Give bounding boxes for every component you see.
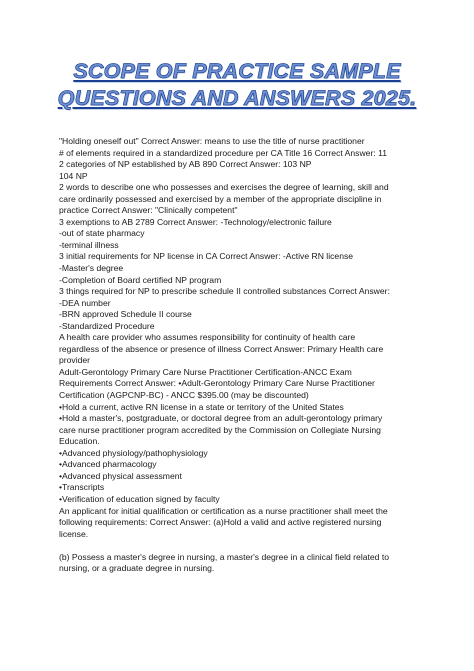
text-line: -Master's degree xyxy=(59,263,124,274)
text-line: •Hold a current, active RN license in a state or territory of the United States xyxy=(59,401,344,412)
text-line: 2 words to describe one who possesses and exercises the degree of learning, skill and xyxy=(59,182,389,193)
text-line: Adult-Gerontology Primary Care Nurse Practitioner Certification-ANCC Exam xyxy=(59,366,352,377)
text-line: care nurse practitioner program accredited by the Commission on Collegiate Nursing xyxy=(59,424,381,435)
text-line: •Advanced physical assessment xyxy=(59,470,182,481)
text-line: "Holding oneself out" Correct Answer: means to use the title of nurse practitioner xyxy=(59,136,365,146)
text-line: •Verification of education signed by faculty xyxy=(59,493,220,504)
text-line: Requirements Correct Answer: •Adult-Gerontology Primary Care Nurse Practitioner xyxy=(59,378,375,389)
document-body xyxy=(59,136,439,575)
text-line: •Transcripts xyxy=(59,482,105,493)
text-line: license. xyxy=(59,528,89,539)
text-line: •Hold a master's, postgraduate, or doctoral degree from an adult-gerontology primary xyxy=(59,413,383,424)
text-line: provider xyxy=(59,355,91,366)
text-line: A health care provider who assumes responsibility for continuity of health care xyxy=(59,332,356,343)
text-line: •Advanced physiology/pathophysiology xyxy=(59,447,208,458)
text-line: 3 exemptions to AB 2789 Correct Answer: -Technology/electronic failure xyxy=(59,216,332,227)
text-line: An applicant for initial qualification or certification as a nurse practitioner shall meet the xyxy=(59,505,388,516)
text-line: care ordinarily possessed and exercised by a member of the appropriate discipline in xyxy=(59,193,382,204)
text-line: 2 categories of NP established by AB 890 Correct Answer: 103 NP xyxy=(59,159,312,170)
text-line: -terminal illness xyxy=(59,239,119,250)
text-line: Certification (AGPCNP-BC) - ANCC $395.00 (may be discounted) xyxy=(59,390,309,401)
text-line: Education. xyxy=(59,436,100,447)
text-line: 3 things required for NP to prescribe schedule II controlled substances Correct Answer: xyxy=(59,286,390,297)
text-line: -DEA number xyxy=(59,297,111,308)
text-line: 3 initial requirements for NP license in CA Correct Answer: -Active RN license xyxy=(59,251,354,262)
paragraph-gap xyxy=(59,540,439,552)
text-line: 104 NP xyxy=(59,170,88,181)
text-line: -BRN approved Schedule II course xyxy=(59,309,192,320)
text-line: •Advanced pharmacology xyxy=(59,459,157,470)
text-line: (b) Possess a master's degree in nursing, a master's degree in a clinical field related to xyxy=(59,551,390,562)
text-line: regardless of the absence or presence of illness Correct Answer: Primary Health care xyxy=(59,343,384,354)
text-line: nursing, or a graduate degree in nursing. xyxy=(59,563,215,574)
text-line: following requirements: Correct Answer: (a)Hold a valid and active registered nursing xyxy=(59,517,382,528)
title-line-1: SCOPE OF PRACTICE SAMPLE xyxy=(73,59,401,83)
title-line-2: QUESTIONS AND ANSWERS 2025. xyxy=(57,86,417,110)
text-line: -Standardized Procedure xyxy=(59,320,155,331)
document-title xyxy=(40,58,434,112)
text-line: # of elements required in a standardized procedure per CA Title 16 Correct Answer: 11 xyxy=(59,147,388,158)
text-line: -out of state pharmacy xyxy=(59,228,145,239)
text-line: practice Correct Answer: "Clinically competent" xyxy=(59,205,238,216)
text-line: -Completion of Board certified NP program xyxy=(59,274,222,285)
